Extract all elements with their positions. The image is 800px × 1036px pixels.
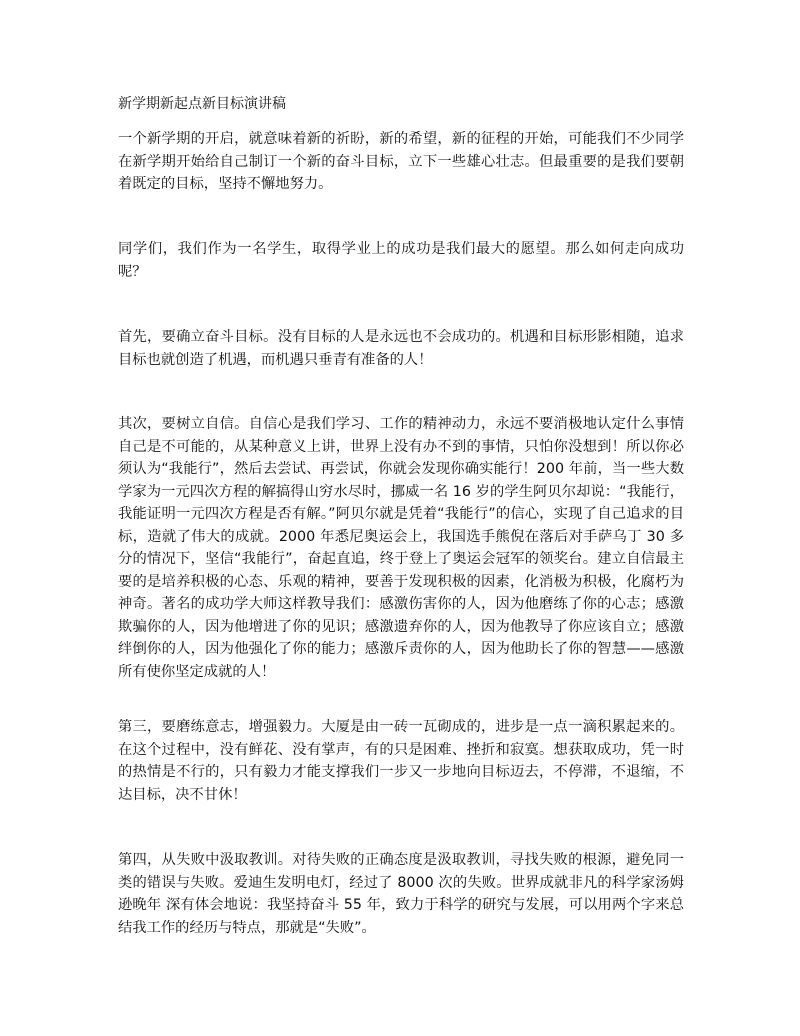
paragraph-first-goal: 首先，要确立奋斗目标。没有目标的人是永远也不会成功的。机遇和目标形影相随，追求目标也就创造了机遇，而机遇只垂青有准备的人！ (118, 329, 684, 368)
document-title: 新学期新起点新目标演讲稿 (118, 96, 286, 112)
paragraph-second-confidence: 其次，要树立自信。自信心是我们学习、工作的精神动力，永远不要消极地认定什么事情自己是不可能的，从某种意义上讲，世界上没有办不到的事情，只怕你没想到！所以你必须认为“我能行”，然后去尝试、再尝试，你就会发现你确实能行！200 年前，当一些大数学家为一元四次方程的解搞得山穷水尽时，挪威一名 16 岁的学生阿贝尔却说：“我能行，我能证明一元四次方程是否有解。”阿贝尔就是凭着“我能行”的信心，实现了自己追求的目标，造就了伟大的成就。2000 年悉尼奥运会上，我国选手熊倪在落后对手萨乌丁 30 多分的情况下，坚信“我能行”，奋起直追，终于登上了奥运会冠军的领奖台。建立自信最主要的是培养积极的心态、乐观的精神，要善于发现积极的因素，化消极为积极，化腐朽为神奇。著名的成功学大师这样教导我们：感激伤害你的人，因为他磨练了你的心志；感激欺骗你的人，因为他增进了你的见识；感激遗弃你的人，因为他教导了你应该自立；感激绊倒你的人，因为他强化了你的能力；感激斥责你的人，因为他助长了你的智慧——感激所有使你坚定成就的人！ (118, 416, 684, 680)
paragraph-intro: 一个新学期的开启，就意味着新的祈盼，新的希望，新的征程的开始，可能我们不少同学在新学期开始给自己制订一个新的奋斗目标，立下一些雄心壮志。但最重要的是我们要朝着既定的目标，坚持不懈地努力。 (118, 131, 684, 192)
paragraph-third-willpower: 第三，要磨练意志，增强毅力。大厦是由一砖一瓦砌成的，进步是一点一滴积累起来的。在这个过程中，没有鲜花、没有掌声，有的只是困难、挫折和寂寞。想获取成功，凭一时的热情是不行的，只有毅力才能支撑我们一步又一步地向目标迈去，不停滞，不退缩，不达目标，决不甘休！ (118, 719, 684, 803)
paragraph-fourth-failure: 第四，从失败中汲取教训。对待失败的正确态度是汲取教训，寻找失败的根源，避免同一类的错误与失败。爱迪生发明电灯，经过了 8000 次的失败。世界成就非凡的科学家汤姆逊晚年 深有体会地说：我坚持奋斗 55 年，致力于科学的研究与发展，可以用两个字来总结我工作的经历与特点，那就是“失败”。 (118, 852, 684, 936)
paragraph-question: 同学们，我们作为一名学生，取得学业上的成功是我们最大的愿望。那么如何走向成功呢？ (118, 241, 684, 280)
